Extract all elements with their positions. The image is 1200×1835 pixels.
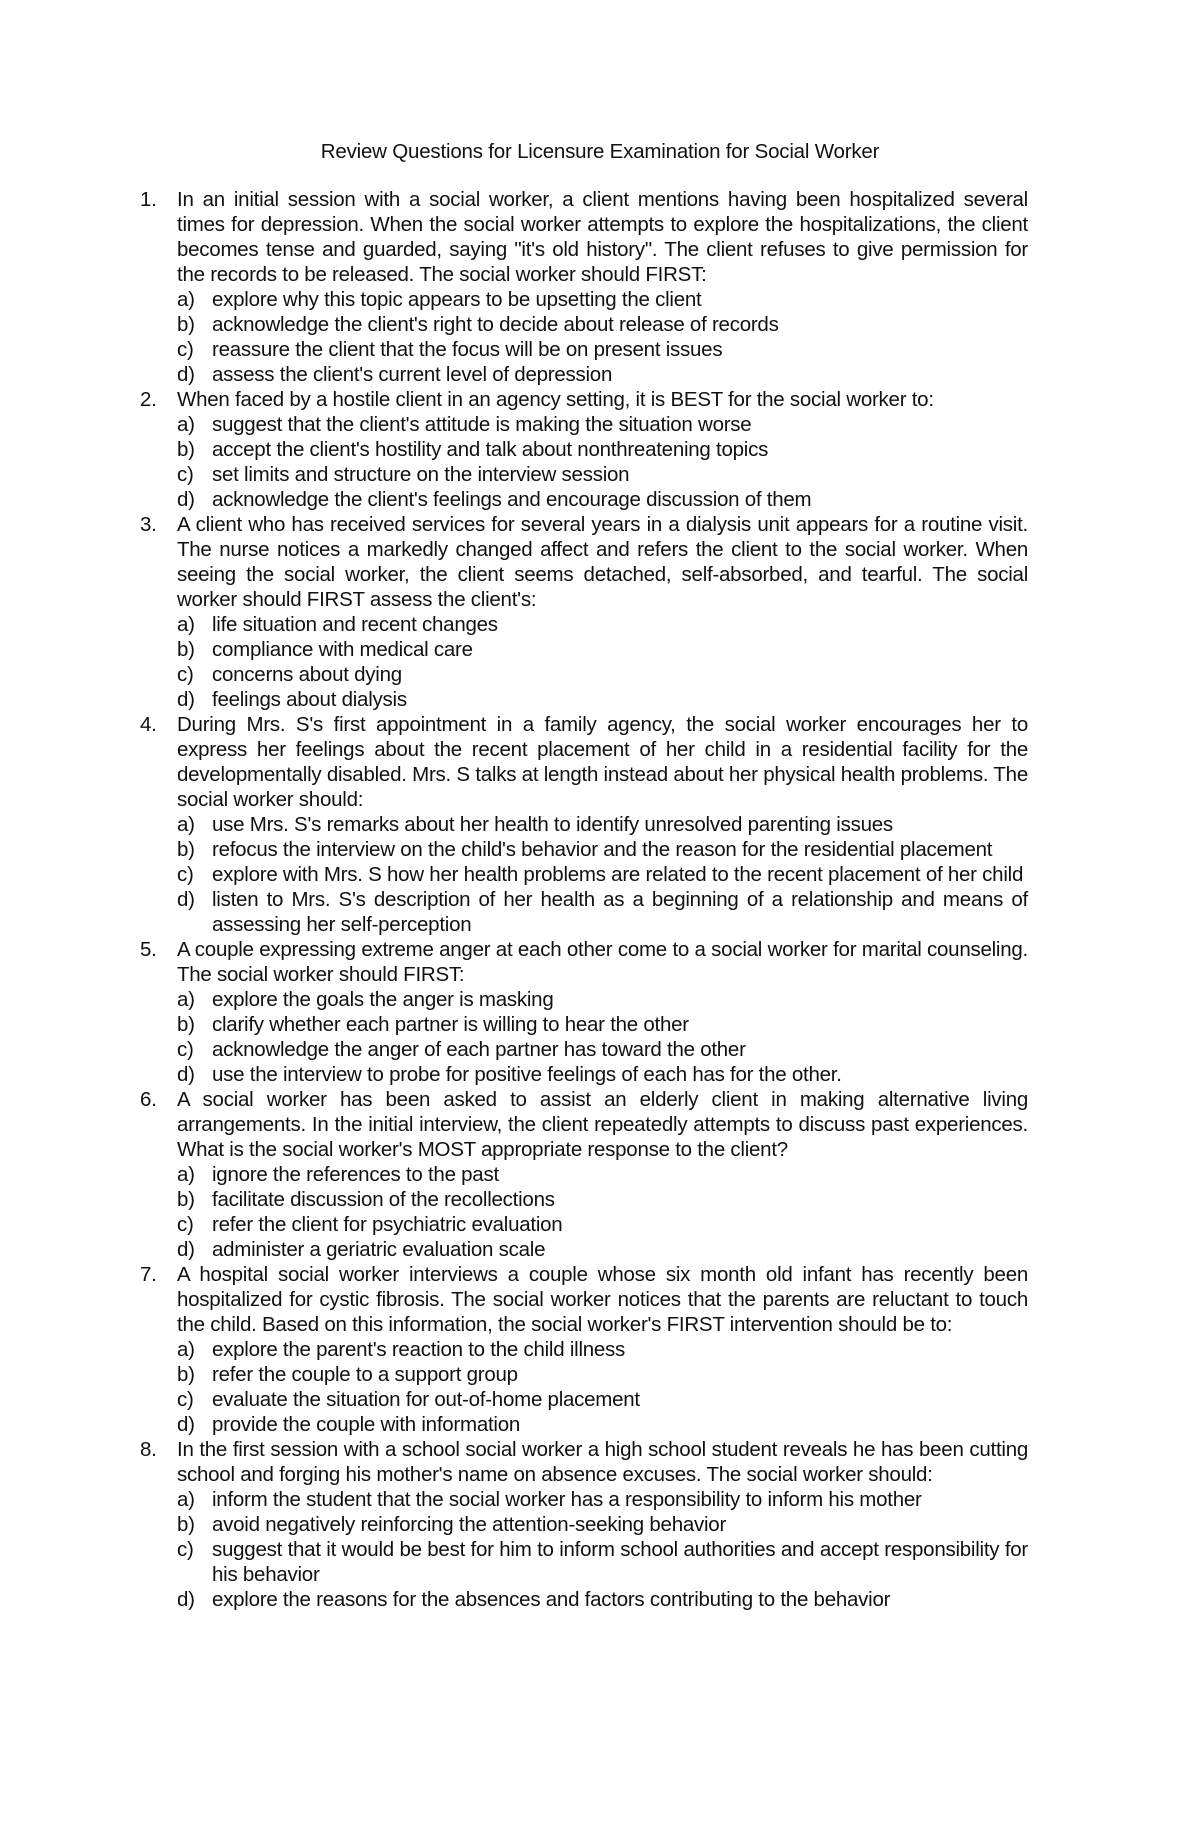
option-text: explore why this topic appears to be upsetting the client (212, 288, 702, 311)
option-text: refer the client for psychiatric evaluation (212, 1213, 563, 1236)
option-item (177, 1387, 1028, 1412)
question-number: 1. (140, 188, 157, 211)
option-item (177, 1412, 1028, 1437)
option-letter: a) (177, 988, 195, 1011)
option-item (177, 1337, 1028, 1362)
option-letter: b) (177, 1363, 195, 1386)
option-item (177, 862, 1028, 887)
option-item (177, 1062, 1028, 1087)
option-item (177, 837, 1028, 862)
option-text: suggest that the client's attitude is making the situation worse (212, 413, 752, 436)
option-letter: b) (177, 1513, 195, 1536)
option-text: explore with Mrs. S how her health problems are related to the recent placement of her child (212, 863, 1024, 886)
option-text: explore the reasons for the absences and factors contributing to the behavior (212, 1588, 891, 1611)
option-text: ignore the references to the past (212, 1163, 499, 1186)
option-item (177, 1187, 1028, 1212)
question-text: In the first session with a school social worker a high school student reveals he has been cutting school and forging his mother's name on absence excuses. The social worker should: (177, 1438, 1028, 1486)
option-letter: c) (177, 338, 194, 361)
option-item (177, 812, 1028, 837)
option-item (177, 362, 1028, 387)
option-text: explore the goals the anger is masking (212, 988, 554, 1011)
question-item (140, 1262, 1028, 1437)
option-text: set limits and structure on the interview session (212, 463, 630, 486)
option-item (177, 1587, 1028, 1612)
option-text: explore the parent's reaction to the child illness (212, 1338, 626, 1361)
question-number: 6. (140, 1088, 157, 1111)
question-text: A client who has received services for several years in a dialysis unit appears for a routine visit. The nurse notices a markedly changed affect and refers the client to the social worker. When seeing the social worker, the client seems detached, self-absorbed, and tearful. The social worker should FIRST assess the client's: (177, 513, 1028, 611)
option-letter: b) (177, 838, 195, 861)
option-letter: c) (177, 1213, 194, 1236)
option-letter: d) (177, 363, 195, 386)
question-item (140, 187, 1028, 387)
option-letter: c) (177, 1038, 194, 1061)
document-title: Review Questions for Licensure Examination for Social Worker (320, 140, 880, 163)
option-text: avoid negatively reinforcing the attention-seeking behavior (212, 1513, 727, 1536)
option-letter: c) (177, 1388, 194, 1411)
option-text: refer the couple to a support group (212, 1363, 518, 1386)
option-text: feelings about dialysis (212, 688, 407, 711)
option-letter: c) (177, 463, 194, 486)
option-letter: d) (177, 1588, 195, 1611)
option-text: administer a geriatric evaluation scale (212, 1238, 546, 1261)
option-text: compliance with medical care (212, 638, 473, 661)
option-letter: d) (177, 488, 195, 511)
question-text: A hospital social worker interviews a couple whose six month old infant has recently been hospitalized for cystic fibrosis. The social worker notices that the parents are reluctant to touch the child. Based on this information, the social worker's FIRST intervention should be to: (177, 1263, 1028, 1336)
question-list (140, 187, 1028, 1612)
option-letter: c) (177, 1538, 194, 1561)
option-letter: b) (177, 1188, 195, 1211)
option-letter: a) (177, 613, 195, 636)
option-letter: c) (177, 863, 194, 886)
option-item (177, 1237, 1028, 1262)
option-list (177, 1162, 1028, 1262)
option-item (177, 1162, 1028, 1187)
question-item (140, 937, 1028, 1087)
question-item (140, 1437, 1028, 1612)
question-text: When faced by a hostile client in an agency setting, it is BEST for the social worker to: (177, 388, 934, 411)
option-item (177, 1012, 1028, 1037)
option-letter: a) (177, 288, 195, 311)
option-letter: a) (177, 813, 195, 836)
question-item (140, 712, 1028, 937)
option-list (177, 612, 1028, 712)
option-text: suggest that it would be best for him to inform school authorities and accept responsibility for his behavior (212, 1538, 1028, 1586)
option-item (177, 312, 1028, 337)
option-text: use Mrs. S's remarks about her health to identify unresolved parenting issues (212, 813, 893, 836)
option-letter: b) (177, 638, 195, 661)
option-item (177, 1537, 1028, 1587)
option-item (177, 987, 1028, 1012)
option-text: assess the client's current level of depression (212, 363, 613, 386)
option-item (177, 637, 1028, 662)
option-text: acknowledge the client's feelings and encourage discussion of them (212, 488, 812, 511)
option-text: provide the couple with information (212, 1413, 521, 1436)
option-letter: c) (177, 663, 194, 686)
option-letter: d) (177, 1413, 195, 1436)
option-list (177, 412, 1028, 512)
option-list (177, 987, 1028, 1087)
option-item (177, 1362, 1028, 1387)
option-item (177, 1487, 1028, 1512)
question-text: A couple expressing extreme anger at each other come to a social worker for marital counseling. The social worker should FIRST: (177, 938, 1028, 986)
option-text: reassure the client that the focus will be on present issues (212, 338, 723, 361)
option-letter: b) (177, 438, 195, 461)
option-item (177, 487, 1028, 512)
question-number: 5. (140, 938, 157, 961)
option-text: acknowledge the client's right to decide about release of records (212, 313, 779, 336)
question-number: 8. (140, 1438, 157, 1461)
option-text: evaluate the situation for out-of-home placement (212, 1388, 640, 1411)
option-item (177, 1512, 1028, 1537)
question-item (140, 387, 1028, 512)
option-list (177, 1487, 1028, 1612)
option-item (177, 1037, 1028, 1062)
option-letter: b) (177, 1013, 195, 1036)
question-text: During Mrs. S's first appointment in a family agency, the social worker encourages her to express her feelings about the recent placement of her child in a residential facility for the developmentally disabled. Mrs. S talks at length instead about her physical health problems. The social worker should: (177, 713, 1028, 811)
option-letter: b) (177, 313, 195, 336)
option-item (177, 437, 1028, 462)
option-text: clarify whether each partner is willing to hear the other (212, 1013, 689, 1036)
option-text: concerns about dying (212, 663, 402, 686)
option-text: use the interview to probe for positive feelings of each has for the other. (212, 1063, 842, 1086)
question-text: A social worker has been asked to assist an elderly client in making alternative living arrangements. In the initial interview, the client repeatedly attempts to discuss past experiences. What is the social worker's MOST appropriate response to the client? (177, 1088, 1028, 1161)
option-text: listen to Mrs. S's description of her health as a beginning of a relationship and means of assessing her self-perception (212, 888, 1028, 936)
question-number: 4. (140, 713, 157, 736)
option-item (177, 687, 1028, 712)
option-letter: a) (177, 413, 195, 436)
option-list (177, 1337, 1028, 1437)
option-list (177, 287, 1028, 387)
option-item (177, 612, 1028, 637)
option-letter: d) (177, 888, 195, 911)
option-list (177, 812, 1028, 937)
option-item (177, 1212, 1028, 1237)
option-letter: a) (177, 1338, 195, 1361)
option-item (177, 412, 1028, 437)
option-letter: d) (177, 1063, 195, 1086)
option-item (177, 287, 1028, 312)
question-text: In an initial session with a social worker, a client mentions having been hospitalized several times for depression. When the social worker attempts to explore the hospitalizations, the client becomes tense and guarded, saying "it's old history". The client refuses to give permission for the records to be released. The social worker should FIRST: (177, 188, 1028, 286)
question-item (140, 512, 1028, 712)
option-text: facilitate discussion of the recollections (212, 1188, 555, 1211)
option-item (177, 337, 1028, 362)
option-letter: a) (177, 1163, 195, 1186)
question-number: 3. (140, 513, 157, 536)
option-item (177, 662, 1028, 687)
option-text: accept the client's hostility and talk about nonthreatening topics (212, 438, 769, 461)
question-item (140, 1087, 1028, 1262)
option-text: refocus the interview on the child's behavior and the reason for the residential placement (212, 838, 993, 861)
option-text: inform the student that the social worker has a responsibility to inform his mother (212, 1488, 922, 1511)
question-number: 7. (140, 1263, 157, 1286)
question-number: 2. (140, 388, 157, 411)
option-letter: d) (177, 688, 195, 711)
option-letter: d) (177, 1238, 195, 1261)
option-item (177, 462, 1028, 487)
option-letter: a) (177, 1488, 195, 1511)
option-text: life situation and recent changes (212, 613, 498, 636)
option-item (177, 887, 1028, 937)
option-text: acknowledge the anger of each partner has toward the other (212, 1038, 746, 1061)
